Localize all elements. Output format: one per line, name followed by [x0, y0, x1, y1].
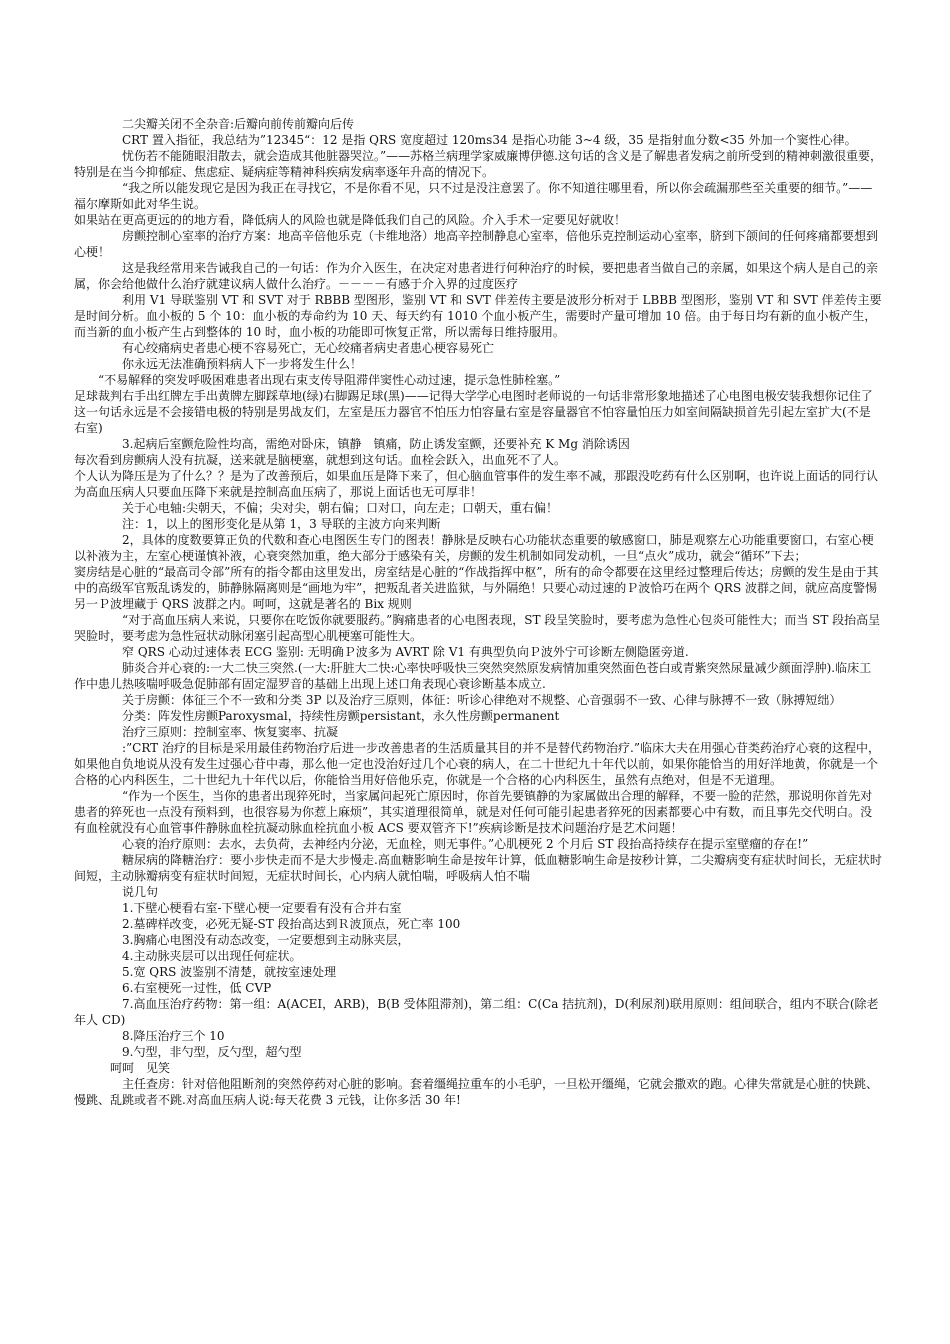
paragraph: 有心绞痛病史者患心梗不容易死亡，无心绞痛者病史者患心梗容易死亡	[122, 341, 495, 355]
paragraph: 忧伤若不能随眼泪散去，就会造成其他脏器哭泣。”——苏格兰病理学家威廉博伊德.这句话的含义是了解患者发病之前所受到的精神刺激很重要，特别是在当今抑郁症、焦虑症、疑病症等精神科疾病发病率逐年升高的情况下。	[74, 149, 882, 179]
paragraph: 个人认为降压是为了什么？？是为了改善预后，如果血压是降下来了，但心脑血管事件的发生率不减，那跟没吃药有什么区别啊，也许说上面话的同行认为高血压病人只要血压降下来就是控制高血压病了，那说上面话也无可厚非！	[74, 469, 879, 499]
paragraph: 2.墓碑样改变，必死无疑-ST 段抬高达到Ｒ波顶点，死亡率 100	[122, 917, 461, 931]
paragraph: 分类：阵发性房颤Paroxysmal，持续性房颤persistant，永久性房颤permanent	[122, 709, 560, 723]
paragraph: 窦房结是心脏的“最高司令部”所有的指令都由这里发出，房室结是心脏的“作战指挥中枢”，所有的命令都要在这里经过整理后传达；房颤的发生是由于其中的高级军官叛乱诱发的，肺静脉隔离则是“画地为牢”，把叛乱者关进监狱，与外隔绝！只要心动过速的Ｐ波恰巧在两个 QRS 波群之间，就应高度警惕另一Ｐ波埋藏于 QRS 波群之内。呵呵，这就是著名的 Bix 规则	[74, 565, 879, 611]
paragraph: 心衰的治疗原则：去水，去负荷，去神经内分泌，无血栓，则无事件。”心肌梗死 2 个月后 ST 段抬高持续存在提示室壁瘤的存在!”	[122, 837, 809, 851]
paragraph: 1.下壁心梗看右室-下壁心梗一定要看有没有合并右室	[122, 901, 402, 915]
document-body	[74, 116, 882, 1108]
paragraph: 3.起病后室颤危险性均高，需绝对卧床，镇静 镇痛，防止诱发室颤，还要补充 K Mg 消除诱因	[122, 437, 630, 451]
paragraph: 这是我经常用来告诫我自己的一句话：作为介入医生，在决定对患者进行何种治疗的时候，要把患者当做自己的亲属，如果这个病人是自己的亲属，你会给他做什么治疗就建议病人做什么治疗。－－－－有感于介入界的过度医疗	[74, 261, 879, 291]
paragraph: :”CRT 治疗的目标是采用最佳药物治疗后进一步改善患者的生活质量其目的并不是替代药物治疗.”临床大夫在用强心苷类药治疗心衰的这程中，如果他自负地说从没有发生过强心苷中毒，那么他一定也没治好过几个心衰的病人，在二十世纪九十年代以前，如果你能恰当的用好洋地黄，你就是一个合格的心内科医生，二十世纪九十年代以后，你能恰当用好倍他乐克，你就是一个合格的心内科医生，虽然有点绝对，但是不无道理。	[74, 741, 880, 787]
paragraph: 说几句	[122, 885, 159, 899]
paragraph: 3.胸痛心电图没有动态改变，一定要想到主动脉夹层，	[122, 933, 410, 947]
paragraph: 足球裁判右手出红牌左手出黄牌左脚踩草地(绿)右脚踢足球(黑)——记得大学学心电图时老师说的一句话非常形象地描述了心电图电极安装我想你记住了这一句话永远是不会接错电极的特别是男战友们，左室是压力器官不怕压力怕容量右室是容量器官不怕容量怕压力如室间隔缺损首先引起左室扩大(不是右室)	[74, 389, 873, 435]
paragraph: CRT 置入指征，我总结为”12345“：12 是指 QRS 宽度超过 120ms34 是指心功能 3~4 级，35 是指射血分数<35 外加一个窦性心律。	[122, 133, 857, 147]
paragraph: 治疗三原则：控制室率、恢复窦率、抗凝	[122, 725, 339, 739]
paragraph: 每次看到房颤病人没有抗凝，送来就是脑梗塞，就想到这句话。血栓会跃入，出血死不了人。	[74, 453, 567, 467]
paragraph: 窄 QRS 心动过速体表 ECG 鉴别: 无明确Ｐ波多为 AVRT 除 V1 有典型负向Ｐ波外宁可诊断左侧隐匿旁道.	[122, 645, 689, 659]
paragraph: “不易解释的突发呼吸困难患者出现右束支传导阻滞伴窦性心动过速，提示急性肺栓塞。”	[98, 373, 561, 387]
paragraph: 关于心电轴:尖朝天，不偏；尖对尖，朝右偏；口对口，向左走；口朝天，重右偏！	[122, 501, 559, 515]
paragraph: 二尖瓣关闭不全杂音:后瓣向前传前瓣向后传	[122, 117, 355, 131]
paragraph: 主任查房：针对倍他阻断剂的突然停药对心脏的影响。套着缰绳拉重车的小毛驴，一旦松开缰绳，它就会撒欢的跑。心律失常就是心脏的快跳、慢跳、乱跳或者不跳.对高血压病人说:每天花费 3 元钱，让你多活 30 年!	[74, 1077, 879, 1107]
paragraph: 7.高血压治疗药物：第一组：A(ACEI，ARB)，B(B 受体阻滞剂)，第二组：C(Ca 拮抗剂)，D(利尿剂)联用原则：组间联合，组内不联合(除老年人 CD)	[74, 997, 879, 1027]
paragraph: 6.右室梗死一过性，低 CVP	[122, 981, 272, 995]
paragraph: 注：1，以上的图形变化是从第 1，3 导联的主波方向来判断	[122, 517, 441, 531]
paragraph: 9.勺型，非勺型，反勺型，超勺型	[122, 1045, 302, 1059]
paragraph: 你永远无法准确预料病人下一步将发生什么！	[122, 357, 363, 371]
paragraph: 肺炎合并心衰的:一大二快三突然.(一大:肝脏大二快:心率快呼吸快三突然突然原发病情加重突然面色苍白或青紫突然尿量减少颜面浮肿).临床工作中患儿热咳喘呼吸急促肺部有固定湿罗音的基础上出现上述口角表现心衰诊断基本成立.	[74, 661, 872, 691]
paragraph: 糖尿病的降糖治疗：要小步快走而不是大步慢走.高血糖影响生命是按年计算，低血糖影响生命是按秒计算，二尖瓣病变有症状时间长，无症状时间短，主动脉瓣病变有症状时间短，无症状时间长，心内病人就怕喘，呼吸病人怕不喘	[74, 853, 882, 883]
paragraph: 8.降压治疗三个 10	[122, 1029, 225, 1043]
paragraph: 呵呵 见笑	[110, 1061, 171, 1075]
paragraph: 房颤控制心室率的治疗方案：地高辛倍他乐克（卡维地洛）地高辛控制静息心室率，倍他乐克控制运动心室率，脐到下颌间的任何疼痛都要想到心梗！	[74, 229, 879, 259]
paragraph: “我之所以能发现它是因为我正在寻找它，不是你看不见，只不过是没注意罢了。你不知道往哪里看，所以你会疏漏那些至关重要的细节。”——福尔摩斯如此对华生说。	[74, 181, 873, 211]
paragraph: 关于房颤：体征三个不一致和分类 3P 以及治疗三原则，体征：听诊心律绝对不规整、心音强弱不一致、心律与脉搏不一致（脉搏短绌）	[122, 693, 842, 707]
paragraph: “对于高血压病人来说，只要你在吃饭你就要服药。”胸痛患者的心电图表现，ST 段呈笑脸时，要考虑为急性心包炎可能性大；而当 ST 段抬高呈哭脸时，要考虑为急性冠状动脉闭塞引起高型心肌梗塞可能性大。	[74, 613, 881, 643]
paragraph: 4.主动脉夹层可以出现任何症状。	[122, 949, 302, 963]
paragraph: 如果站在更高更远的的地方看，降低病人的风险也就是降低我们自己的风险。介入手术一定要见好就收！	[74, 213, 627, 227]
paragraph: 利用 V1 导联鉴别 VT 和 SVT 对于 RBBB 型图形，鉴别 VT 和 SVT 伴差传主要是波形分析对于 LBBB 型图形，鉴别 VT 和 SVT 伴差传主要是时间分析。血小板的 5 个 10：血小板的寿命约为 10 天、每天约有 1010 个血小板产生，需要时产量可增加 10 倍。由于每日均有新的血小板产生，而当新的血小板产生占到整体的 10 时，血小板的功能即可恢复正常，所以需每日维持服用。	[74, 293, 882, 339]
paragraph: 5.宽 QRS 波鉴别不清楚，就按室速处理	[122, 965, 337, 979]
paragraph: “作为一个医生，当你的患者出现猝死时，当家属问起死亡原因时，你首先要镇静的为家属做出合理的解释，不要一脸的茫然，那说明你首先对患者的猝死也一点没有预料到，也很容易为你惹上麻烦”，其实道理很简单，就是对任何可能引起患者猝死的因素都要心中有数，而且事先交代明白。没有血栓就没有心血管事件静脉血栓抗凝动脉血栓抗血小板 ACS 要双管齐下!”疾病诊断是技术问题治疗是艺术问题！	[74, 789, 873, 835]
paragraph: 2，具体的度数要算正负的代数和查心电图医生专门的图表！静脉是反映右心功能状态重要的敏感窗口，肺是观察左心功能重要窗口，右室心梗以补液为主，左室心梗谨慎补液，心衰突然加重，绝大部分于感染有关，房颤的发生机制如同发动机，一旦“点火”成功，就会“循环”下去；	[74, 533, 874, 563]
